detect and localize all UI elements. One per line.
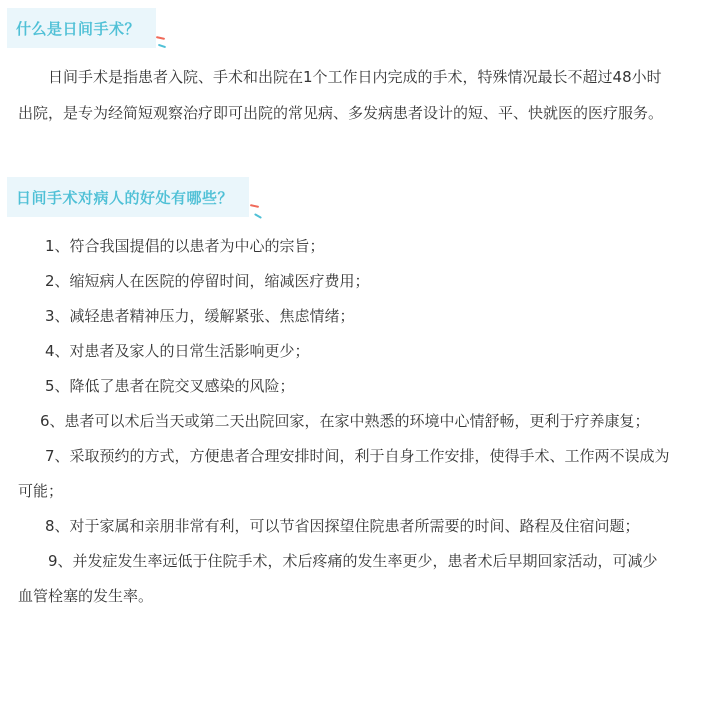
heading-accent-blue (254, 213, 262, 219)
list-item: 2、缩短病人在医院的停留时间，缩减医疗费用； (45, 272, 370, 290)
list-item: 8、对于家属和亲朋非常有利，可以节省因探望住院患者所需要的时间、路程及住宿问题； (45, 517, 640, 535)
heading-accent-red (156, 36, 165, 40)
section-heading-what-is-day-surgery (7, 8, 156, 48)
benefits-list (18, 229, 670, 614)
list-item: 4、对患者及家人的日常生活影响更少； (45, 342, 310, 360)
list-item: 5、降低了患者在院交叉感染的风险； (45, 377, 295, 395)
section-heading-benefits (7, 177, 249, 217)
section-title: 日间手术对病人的好处有哪些？ (16, 188, 234, 207)
list-item: 3、减轻患者精神压力，缓解紧张、焦虑情绪； (45, 307, 355, 325)
list-item: 1、符合我国提倡的以患者为中心的宗旨； (45, 237, 325, 255)
heading-accent-red (250, 204, 259, 208)
list-item: 6、患者可以术后当天或第二天出院回家，在家中熟悉的环境中心情舒畅，更利于疗养康复； (40, 412, 650, 430)
section-title: 什么是日间手术？ (16, 19, 141, 38)
list-item: 7、采取预约的方式，方便患者合理安排时间，利于自身工作安排，使得手术、工作两不误成为可能； (18, 447, 670, 500)
list-item: 9、并发症发生率远低于住院手术，术后疼痛的发生率更少，患者术后早期回家活动，可减少血管栓塞的发生率。 (18, 552, 658, 605)
heading-accent-blue (158, 44, 166, 48)
definition-paragraph: 日间手术是指患者入院、手术和出院在1个工作日内完成的手术，特殊情况最长不超过48小时出院，是专为经简短观察治疗即可出院的常见病、多发病患者设计的短、平、快就医的医疗服务。 (18, 68, 664, 122)
